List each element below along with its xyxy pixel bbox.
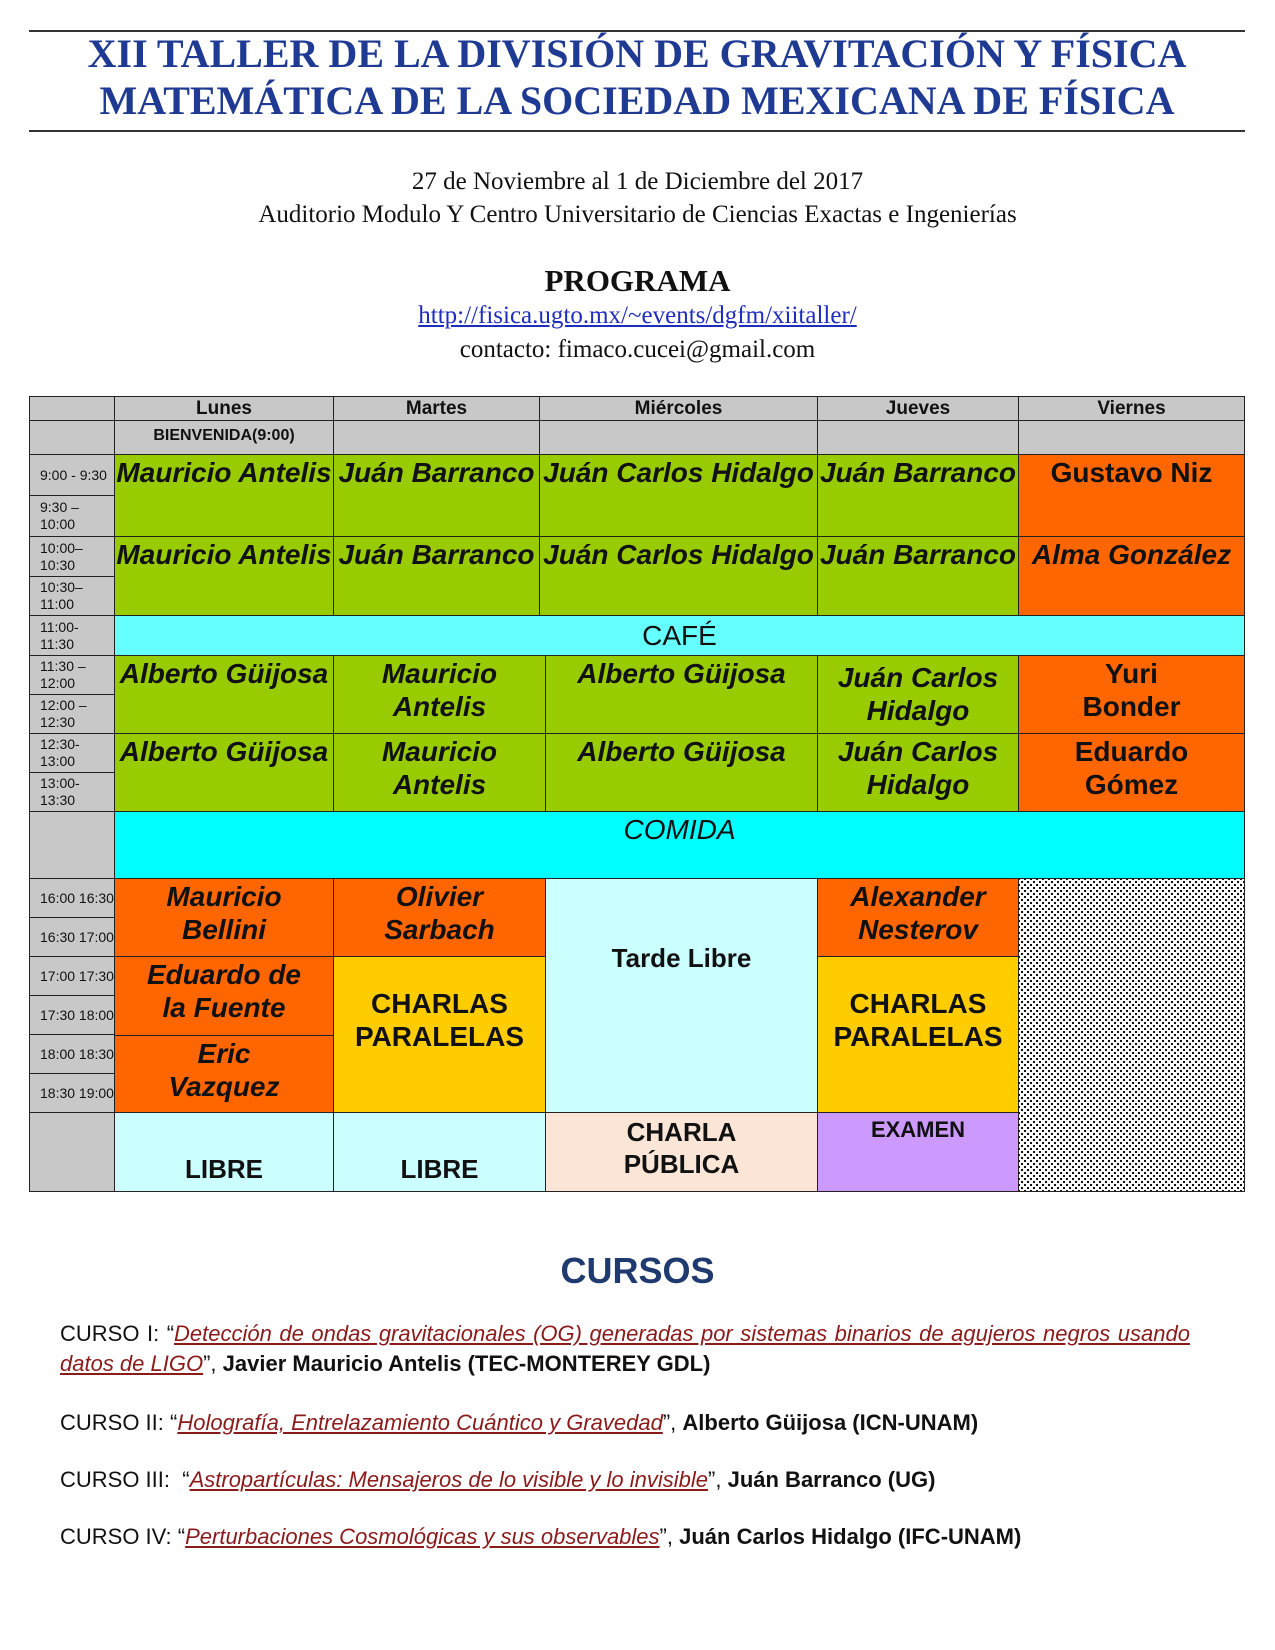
talk-cell: Alberto Güijosa [545,733,818,812]
time-cell-empty [29,420,115,455]
talk-cell: Juán Barranco [817,536,1019,616]
time-slot: 10:30– 11:00 [29,576,115,616]
talk-cell: Alberto Güijosa [545,655,818,734]
time-slot: 16:30 17:00 [29,917,115,957]
talk-cell: Alexander Nesterov [817,878,1019,957]
empty-cell [1018,420,1245,455]
talk-cell: Eduardo Gómez [1018,733,1245,812]
talk-cell: Alberto Güijosa [114,655,334,734]
talk-cell: Juán Barranco [333,454,540,537]
talk-cell: Mauricio Antelis [114,536,334,616]
curso-label: CURSO III: [60,1467,183,1492]
curso-title-link[interactable]: Detección de ondas gravitacionales (OG) generadas por sistemas binarios de agujeros negros usando datos de LIGO [60,1321,1190,1376]
day-header-viernes: Viernes [1018,396,1245,421]
event-dates: 27 de Noviembre al 1 de Diciembre del 2017 [411,168,864,195]
exam-cell: EXAMEN [817,1112,1019,1192]
talk-cell: Alberto Güijosa [114,733,334,812]
evening-cell: LIBRE [114,1112,334,1192]
talk-cell: Juán Carlos Hidalgo [539,536,818,616]
empty-cell [817,420,1019,455]
curso-instructor: Javier Mauricio Antelis (TEC-MONTEREY GDL) [222,1351,711,1376]
curso-title-link[interactable]: Holografía, Entrelazamiento Cuántico y Gravedad [177,1410,663,1435]
empty-cell [333,420,540,455]
title-line-1: XII TALLER DE LA DIVISIÓN DE GRAVITACIÓN Y FÍSICA [87,31,1187,76]
time-slot-empty [29,811,115,879]
time-slot: 12:00 – 12:30 [29,694,115,734]
corner-cell [29,396,115,421]
evening-cell: LIBRE [333,1112,546,1192]
cafe-break: CAFÉ [114,615,1245,656]
programa-heading: PROGRAMA [544,263,731,298]
talk-cell: Juán Carlos Hidalgo [817,733,1019,812]
parallel-talks-cell: CHARLAS PARALELAS [817,956,1019,1113]
contact-email: contacto: fimaco.cucei@gmail.com [459,336,816,363]
comida-break: COMIDA [114,811,1245,879]
bottom-rule [29,130,1245,132]
page-title [29,30,1245,124]
talk-cell: Alma González [1018,536,1245,616]
time-slot: 18:00 18:30 [29,1034,115,1074]
time-slot: 11:00- 11:30 [29,615,115,656]
time-slot: 17:00 17:30 [29,956,115,996]
talk-cell: Mauricio Antelis [333,733,546,812]
event-venue: Auditorio Modulo Y Centro Universitario de Ciencias Exactas e Ingenierías [258,201,1017,228]
talk-cell: Mauricio Antelis [114,454,334,537]
talk-cell: Mauricio Bellini [114,878,334,957]
curso-item: CURSO I: “Detección de ondas gravitacionales (OG) generadas por sistemas binarios de agujeros negros usando datos de LIGO”, Javier Mauricio Antelis (TEC-MONTEREY GDL) [60,1321,1190,1376]
url-line [0,302,1275,330]
curso-title-link[interactable]: Perturbaciones Cosmológicas y sus observables [185,1524,660,1549]
curso-instructor: Juán Barranco (UG) [727,1467,936,1492]
time-slot: 13:00- 13:30 [29,772,115,812]
curso-item: CURSO IV: “Perturbaciones Cosmológicas y sus observables”, Juán Carlos Hidalgo (IFC-UNAM) [60,1524,1022,1549]
talk-cell: Juán Carlos Hidalgo [539,454,818,537]
bienvenida-cell: BIENVENIDA(9:00) [114,420,334,455]
talk-cell: Eduardo de la Fuente [114,956,334,1036]
talk-cell: Mauricio Antelis [333,655,546,734]
curso-instructor: Juán Carlos Hidalgo (IFC-UNAM) [679,1524,1022,1549]
time-slot: 18:30 19:00 [29,1073,115,1113]
time-slot: 16:00 16:30 [29,878,115,918]
parallel-talks-cell: CHARLAS PARALELAS [333,956,546,1113]
curso-label: CURSO II: [60,1410,171,1435]
unavailable-cell [1018,878,1245,1192]
event-url-link[interactable]: http://fisica.ugto.mx/~events/dgfm/xiitaller/ [418,302,857,329]
curso-instructor: Alberto Güijosa (ICN-UNAM) [682,1410,979,1435]
time-slot: 9:30 – 10:00 [29,495,115,537]
empty-cell [539,420,818,455]
time-slot: 11:30 – 12:00 [29,655,115,695]
talk-cell: Olivier Sarbach [333,878,546,957]
free-afternoon-cell: Tarde Libre [545,878,818,1113]
time-slot: 9:00 - 9:30 [29,454,115,496]
curso-item: CURSO II: “Holografía, Entrelazamiento Cuántico y Gravedad”, Alberto Güijosa (ICN-UNAM) [60,1410,979,1435]
time-slot: 17:30 18:00 [29,995,115,1035]
cursos-heading: CURSOS [560,1250,715,1291]
talk-cell: Juán Barranco [817,454,1019,537]
talk-cell: Juán Barranco [333,536,540,616]
talk-cell: Eric Vazquez [114,1035,334,1113]
day-header-miercoles: Miércoles [539,396,818,421]
time-slot: 10:00– 10:30 [29,536,115,577]
time-slot: 12:30- 13:00 [29,733,115,773]
day-header-jueves: Jueves [817,396,1019,421]
talk-cell: Juán Carlos Hidalgo [817,655,1019,734]
talk-cell: Gustavo Niz [1018,454,1245,537]
time-slot-empty [29,1112,115,1192]
public-talk-cell: CHARLA PÚBLICA [545,1112,818,1192]
title-line-2: MATEMÁTICA DE LA SOCIEDAD MEXICANA DE FÍSICA [99,78,1175,123]
schedule-table [29,396,1245,1192]
day-header-lunes: Lunes [114,396,334,421]
curso-label: CURSO I: [60,1321,167,1346]
curso-label: CURSO IV: [60,1524,178,1549]
day-header-martes: Martes [333,396,540,421]
talk-cell: Yuri Bonder [1018,655,1245,734]
curso-title-link[interactable]: Astropartículas: Mensajeros de lo visible y lo invisible [189,1467,709,1492]
curso-item: CURSO III: “Astropartículas: Mensajeros de lo visible y lo invisible”, Juán Barranco (UG) [60,1467,936,1492]
